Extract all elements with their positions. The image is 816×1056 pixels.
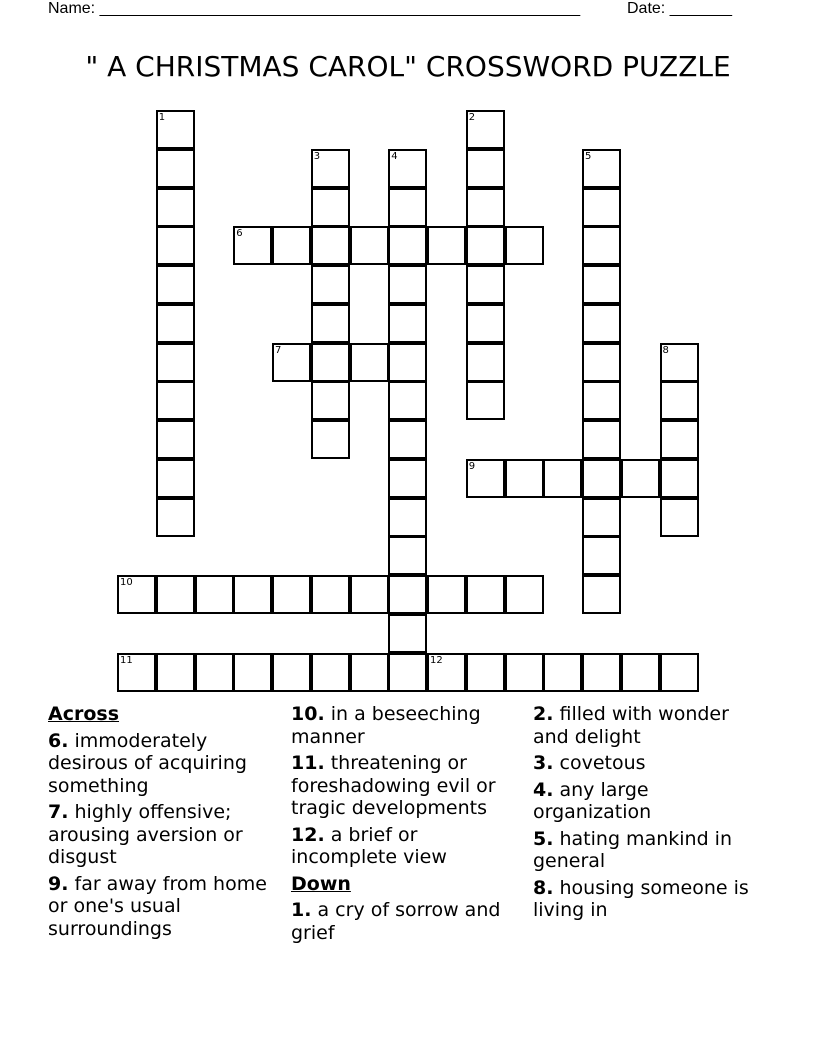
grid-cell[interactable]	[311, 575, 350, 614]
cell-number: 11	[120, 654, 133, 666]
grid-cell[interactable]	[388, 614, 427, 653]
clue-number: 7.	[48, 801, 69, 823]
grid-cell[interactable]	[350, 343, 389, 382]
grid-cell[interactable]	[272, 575, 311, 614]
grid-cell[interactable]	[660, 381, 699, 420]
clue-number: 3.	[533, 752, 554, 774]
grid-cell[interactable]	[505, 653, 544, 692]
clue-text: immoderately desirous of acquiring something	[48, 729, 247, 797]
cell-number: 1	[158, 112, 166, 123]
grid-cell[interactable]	[582, 265, 621, 304]
page-title: " A CHRISTMAS CAROL" CROSSWORD PUZZLE	[85, 50, 731, 83]
grid-cell[interactable]	[156, 459, 195, 498]
grid-cell[interactable]	[466, 188, 505, 227]
grid-cell[interactable]	[350, 226, 389, 265]
clue-across-7	[48, 801, 284, 869]
grid-cell[interactable]	[156, 188, 195, 227]
grid-cell[interactable]	[543, 653, 582, 692]
grid-cell[interactable]	[505, 226, 544, 265]
clue-number: 5.	[533, 827, 554, 850]
cell-number: 10	[120, 577, 133, 588]
grid-cell[interactable]	[388, 149, 427, 188]
grid-cell[interactable]	[350, 575, 389, 614]
grid-cell[interactable]	[582, 188, 621, 227]
grid-cell[interactable]	[156, 226, 195, 265]
grid-cell[interactable]	[582, 459, 621, 498]
grid-cell[interactable]	[388, 459, 427, 498]
down-heading: Down	[291, 872, 351, 895]
grid-cell[interactable]	[582, 536, 621, 575]
clue-across-12	[291, 824, 527, 869]
grid-cell[interactable]	[466, 265, 505, 304]
grid-cell[interactable]	[582, 149, 621, 188]
clue-number: 10.	[291, 703, 325, 725]
grid-cell[interactable]	[466, 110, 505, 149]
grid-cell[interactable]	[311, 381, 350, 420]
grid-cell[interactable]	[582, 575, 621, 614]
grid-cell[interactable]	[582, 420, 621, 459]
date-field[interactable]: Date: _______	[627, 0, 732, 17]
grid-cell[interactable]	[466, 226, 505, 265]
grid-cell[interactable]	[427, 226, 466, 265]
clue-down-3	[533, 752, 769, 775]
grid-cell[interactable]	[582, 304, 621, 343]
name-field[interactable]: Name: ______________________________________________________	[48, 0, 581, 17]
grid-cell[interactable]	[311, 188, 350, 227]
grid-cell[interactable]	[311, 420, 350, 459]
grid-cell[interactable]	[388, 304, 427, 343]
clue-down-4	[533, 779, 769, 824]
grid-cell[interactable]	[388, 536, 427, 575]
grid-cell[interactable]	[195, 575, 234, 614]
grid-cell[interactable]	[388, 498, 427, 537]
grid-cell[interactable]	[311, 149, 350, 188]
grid-cell[interactable]	[621, 459, 660, 498]
grid-cell[interactable]	[388, 575, 427, 614]
grid-cell[interactable]	[156, 110, 195, 149]
clue-text: any large organization	[533, 778, 652, 823]
grid-cell[interactable]	[272, 343, 311, 382]
clue-across-11	[291, 752, 527, 820]
clue-text: housing someone is living in	[533, 876, 749, 921]
grid-cell[interactable]	[388, 381, 427, 420]
grid-cell[interactable]	[311, 343, 350, 382]
grid-cell[interactable]	[156, 304, 195, 343]
grid-cell[interactable]	[621, 653, 660, 692]
grid-cell[interactable]	[388, 188, 427, 227]
cell-number: 9	[468, 460, 476, 472]
grid-cell[interactable]	[272, 226, 311, 265]
grid-cell[interactable]	[660, 343, 699, 382]
grid-cell[interactable]	[660, 653, 699, 692]
grid-cell[interactable]	[388, 343, 427, 382]
cell-number: 8	[662, 344, 669, 356]
grid-cell[interactable]	[582, 653, 621, 692]
grid-cell[interactable]	[388, 420, 427, 459]
grid-cell[interactable]	[466, 575, 505, 614]
cell-number: 5	[585, 150, 592, 162]
grid-cell[interactable]	[156, 149, 195, 188]
grid-cell[interactable]	[466, 653, 505, 692]
cell-number: 2	[468, 112, 476, 123]
clue-text: highly offensive; arousing aversion or disgust	[48, 801, 243, 868]
grid-cell[interactable]	[156, 653, 195, 692]
grid-cell[interactable]	[272, 653, 311, 692]
grid-cell[interactable]	[466, 381, 505, 420]
grid-cell[interactable]	[582, 498, 621, 537]
grid-cell[interactable]	[466, 149, 505, 188]
grid-cell[interactable]	[543, 459, 582, 498]
grid-cell[interactable]	[156, 420, 195, 459]
grid-cell[interactable]	[311, 653, 350, 692]
clue-across-10	[291, 703, 527, 748]
clue-text: a brief or incomplete view	[291, 823, 447, 868]
clue-number: 9.	[48, 872, 69, 895]
clue-number: 1.	[291, 899, 312, 921]
clue-down-5	[533, 828, 769, 873]
grid-cell[interactable]	[466, 343, 505, 382]
grid-cell[interactable]	[311, 265, 350, 304]
clue-text: hating mankind in general	[533, 827, 732, 872]
cell-number: 7	[275, 344, 282, 356]
grid-cell[interactable]	[117, 653, 156, 692]
grid-cell[interactable]	[156, 381, 195, 420]
grid-cell[interactable]	[505, 575, 544, 614]
clue-column-3	[533, 703, 769, 926]
clue-down-8	[533, 877, 769, 922]
grid-cell[interactable]	[156, 343, 195, 382]
grid-cell[interactable]	[582, 343, 621, 382]
grid-cell[interactable]	[660, 420, 699, 459]
clue-text: in a beseeching manner	[291, 703, 481, 748]
grid-cell[interactable]	[660, 498, 699, 537]
grid-cell[interactable]	[233, 226, 272, 265]
clue-text: filled with wonder and delight	[533, 703, 729, 748]
cell-number: 6	[236, 228, 243, 240]
grid-cell[interactable]	[311, 226, 350, 265]
clue-across-9	[48, 873, 284, 941]
clue-number: 8.	[533, 876, 554, 899]
clue-number: 6.	[48, 729, 69, 752]
clue-down-1	[291, 899, 527, 944]
clue-number: 4.	[533, 778, 554, 801]
grid-cell[interactable]	[466, 304, 505, 343]
grid-cell[interactable]	[156, 575, 195, 614]
grid-cell[interactable]	[466, 459, 505, 498]
grid-cell[interactable]	[582, 381, 621, 420]
cell-number: 12	[430, 654, 443, 666]
clue-down-2	[533, 703, 769, 748]
clue-across-6	[48, 730, 284, 798]
clue-column-1	[48, 703, 284, 944]
clue-text: threatening or foreshadowing evil or tragic developments	[291, 752, 496, 819]
grid-cell[interactable]	[388, 653, 427, 692]
cell-number: 4	[391, 150, 398, 162]
grid-cell[interactable]	[117, 575, 156, 614]
grid-cell[interactable]	[233, 653, 272, 692]
clue-text: far away from home or one's usual surroundings	[48, 872, 267, 940]
grid-cell[interactable]	[388, 265, 427, 304]
clue-text: covetous	[559, 752, 646, 774]
grid-cell[interactable]	[195, 653, 234, 692]
cell-number: 3	[313, 150, 321, 162]
clue-column-2	[291, 703, 527, 948]
grid-cell[interactable]	[427, 575, 466, 614]
grid-cell[interactable]	[660, 459, 699, 498]
grid-cell[interactable]	[350, 653, 389, 692]
grid-cell[interactable]	[388, 226, 427, 265]
grid-cell[interactable]	[427, 653, 466, 692]
clue-text: a cry of sorrow and grief	[291, 899, 501, 944]
clue-number: 11.	[291, 752, 325, 774]
grid-cell[interactable]	[582, 226, 621, 265]
across-heading: Across	[48, 703, 120, 725]
clue-number: 2.	[533, 703, 554, 725]
grid-cell[interactable]	[156, 265, 195, 304]
grid-cell[interactable]	[505, 459, 544, 498]
grid-cell[interactable]	[233, 575, 272, 614]
grid-cell[interactable]	[156, 498, 195, 537]
clue-number: 12.	[291, 823, 325, 846]
grid-cell[interactable]	[311, 304, 350, 343]
